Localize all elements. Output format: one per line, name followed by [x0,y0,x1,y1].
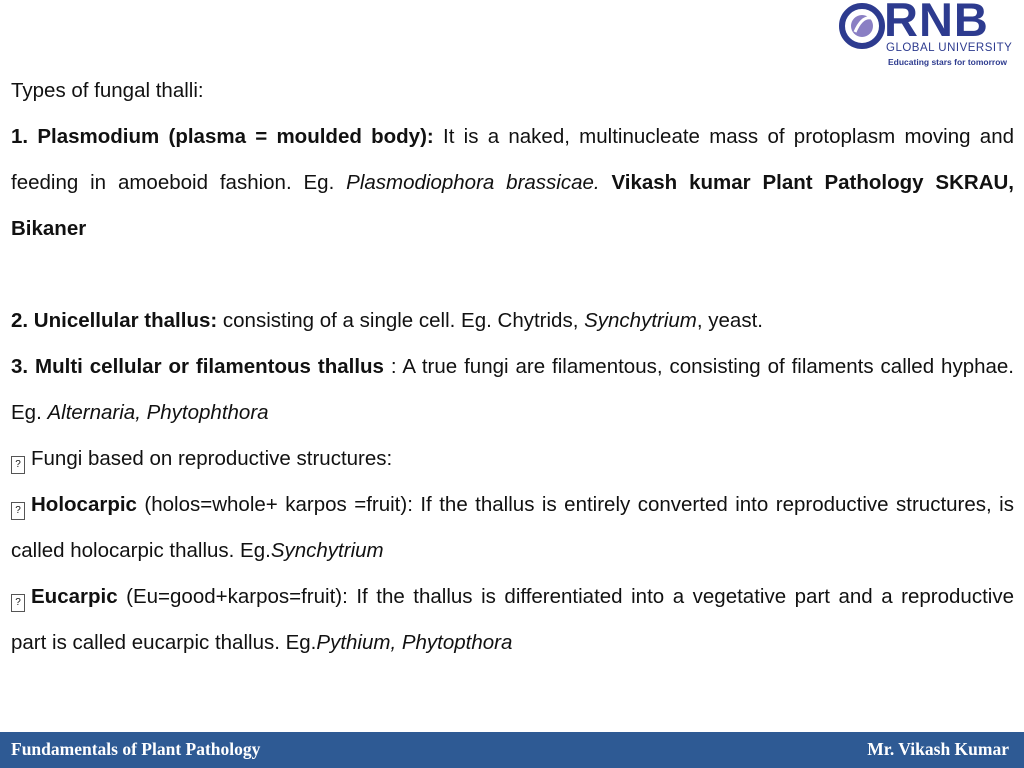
slide-content [11,68,1014,666]
item-holocarpic-text: (holos=whole+ karpos =fruit): If the thallus is entirely converted into reproductive structures, is called holocarpic thallus. Eg. [11,493,1014,562]
item-plasmodium-example: Plasmodiophora brassicae. [346,171,600,194]
item-plasmodium [11,114,1014,252]
reproductive-text: Fungi based on reproductive structures: [31,447,393,470]
spacer [11,252,1014,298]
university-logo [834,0,1024,72]
slide-heading: Types of fungal thalli: [11,79,204,102]
item-unicellular-title: 2. Unicellular thallus: [11,309,218,332]
logo-wordmark: RNB [884,0,989,46]
item-unicellular [11,298,1014,344]
footer-course-title: Fundamentals of Plant Pathology [11,739,261,759]
item-eucarpic-text: (Eu=good+karpos=fruit): If the thallus is differentiated into a vegetative part and a reproductive part is called eucarpic thallus. Eg. [11,585,1014,654]
footer-author: Mr. Vikash Kumar [867,739,1009,759]
footer-bar [0,732,1024,768]
item-holocarpic-title: Holocarpic [31,493,137,516]
logo-emblem-icon [838,2,886,50]
item-eucarpic-title: Eucarpic [31,585,118,608]
logo-tagline: Educating stars for tomorrow [888,57,1008,67]
item-plasmodium-credit: Vikash kumar Plant Pathology SKRAU, Bikaner [11,171,1014,240]
item-plasmodium-text: It is a naked, multinucleate mass of protoplasm moving and feeding in amoeboid fashion. Eg. [11,125,1014,194]
bullet-icon: ? [11,594,25,612]
reproductive-line [11,436,1014,482]
bullet-icon: ? [11,502,25,520]
item-multicellular [11,344,1014,436]
item-unicellular-text: consisting of a single cell. Eg. Chytrids, [217,309,585,332]
item-eucarpic-example: Pythium, Phytopthora [316,631,513,654]
item-holocarpic [11,482,1014,574]
item-holocarpic-example: Synchytrium [270,539,384,562]
item-eucarpic [11,574,1014,666]
item-plasmodium-title: 1. Plasmodium (plasma = moulded body): [11,125,434,148]
item-multicellular-example: Alternaria, Phytophthora [47,401,269,424]
logo-subtitle: GLOBAL UNIVERSITY [886,42,1013,54]
bullet-icon: ? [11,456,25,474]
item-multicellular-title: 3. Multi cellular or filamentous thallus [11,355,384,378]
item-unicellular-text-after: , yeast. [696,309,763,332]
item-multicellular-text: : A true fungi are filamentous, consisting of filaments called hyphae. Eg. [11,355,1014,424]
item-unicellular-example: Synchytrium [584,309,697,332]
